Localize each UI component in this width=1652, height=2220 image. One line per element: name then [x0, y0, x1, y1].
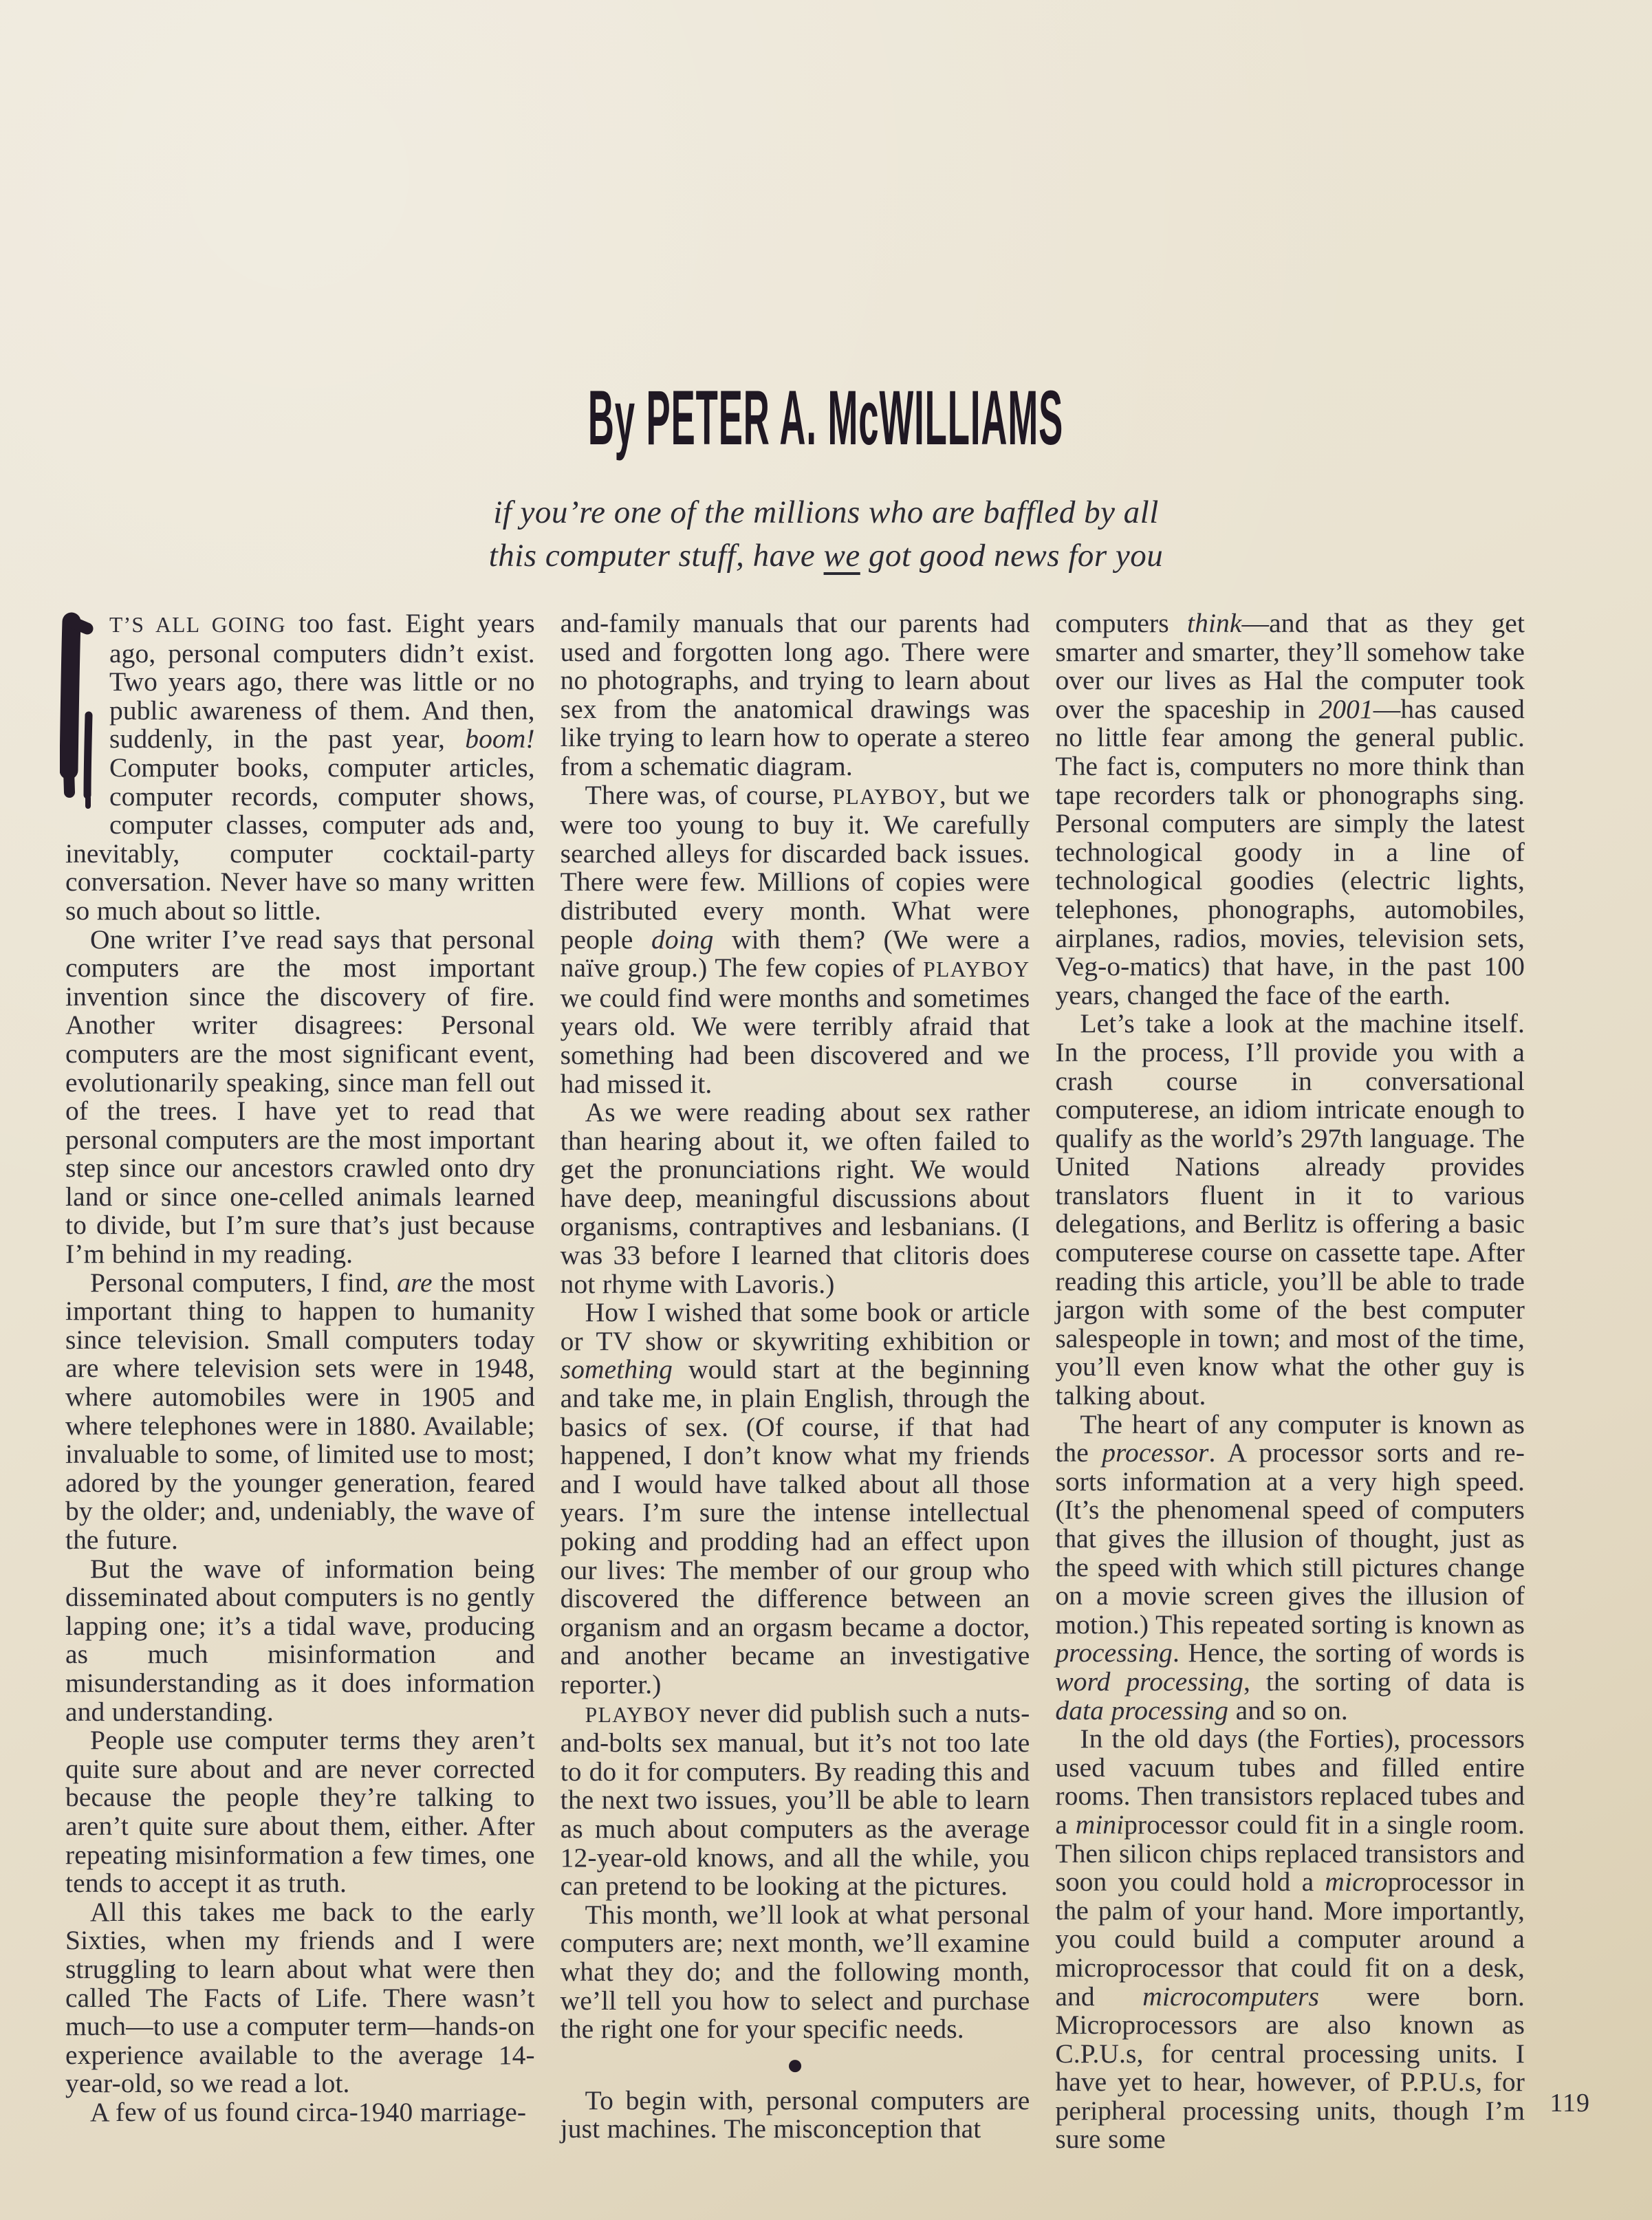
italic-run: are: [397, 1267, 433, 1298]
text-run: Personal computers, I find,: [90, 1267, 398, 1298]
small-caps-run: PLAYBOY: [585, 1702, 692, 1727]
text-run: . A processor sorts and re-sorts information at a very high speed. (It’s the phenomenal speed of computers that gives the illusion of thought, just as the speed with which still pictures change on a movie screen gives the illusion of motion.) This repeated sorting is known as: [1055, 1437, 1525, 1640]
text-run: In the old days (the Forties), processors used vacuum tubes and filled entire rooms. Then transistors replaced tubes and a: [1055, 1723, 1525, 1840]
italic-run: think: [1187, 608, 1242, 638]
text-run: —and that as they get smarter and smarter, they’ll somehow take over our lives as Hal the computer took over the spaceship in: [1055, 608, 1525, 724]
paragraph: [65, 1269, 535, 1555]
italic-run: word processing: [1055, 1666, 1244, 1697]
article-column-2: [561, 609, 1030, 2154]
subtitle-line2: [0, 534, 1652, 578]
italic-run: 2001: [1318, 693, 1373, 724]
text-run: were born. Microprocessors are also known as C.P.U.s, for central processing units. I have yet to hear, however, of P.P.U.s, for peripheral processing units, though I’m sure some: [1055, 1981, 1525, 2155]
paragraph: [561, 1699, 1030, 1901]
text-run: This month, we’ll look at what personal computers are; next month, we’ll examine what they do; and the following month, we’ll tell you how to select and purchase the right one for your specific needs.: [560, 1899, 1030, 2045]
paragraph: [65, 1555, 535, 1727]
text-run: Let’s take a look at the machine itself. In the process, I’ll provide you with a crash course in conversational computerese, an idiom intricate enough to qualify as the world’s 297th language. The United Nations already provides translators fluent in it to various delegations, and Berlitz is offering a basic computerese course on cassette tape. After reading this article, you’ll be able to trade jargon with some of the best computer salespeople in town; and most of the time, you’ll even know what the other guy is talking about.: [1055, 1008, 1525, 1411]
paragraph: [1055, 1725, 1525, 2154]
paragraph: [65, 2098, 535, 2127]
text-run: processor could fit in a single room. Then silicon chips replaced transistors and soon you could hold a: [1055, 1809, 1525, 1897]
text-run: A few of us found circa-1940 marriage-: [90, 2096, 527, 2127]
italic-run: processor: [1102, 1437, 1209, 1468]
article-column-3: [1055, 609, 1525, 2154]
paragraph: [1055, 609, 1525, 1010]
paragraph: [1055, 1408, 1525, 1726]
subtitle-line2-post: got good news for you: [860, 538, 1164, 574]
text-run: The heart of any computer is known as the: [1055, 1408, 1525, 1468]
article-column-1: [65, 609, 535, 2154]
article-header: [0, 0, 1652, 578]
byline-text: By PETER A. McWILLIAMS: [588, 375, 1064, 461]
page-number: 119: [1550, 2089, 1590, 2118]
small-caps-run: PLAYBOY: [832, 784, 939, 809]
small-caps-run: PLAYBOY: [923, 957, 1030, 982]
italic-run: something: [560, 1354, 673, 1385]
italic-run: processing: [1055, 1637, 1173, 1668]
text-run: processor in the palm of your hand. More importantly, you could build a computer around a microprocessor that could fit on a desk, and: [1055, 1867, 1525, 2012]
text-run: , the sorting of data is: [1243, 1666, 1525, 1697]
paragraph: [561, 1298, 1030, 1699]
subtitle-line1: if you’re one of the millions who are baffled by all: [493, 494, 1159, 530]
italic-run: data processing: [1055, 1695, 1229, 1726]
paragraph: [1055, 1010, 1525, 1410]
bullet-separator-icon: ●: [786, 2049, 804, 2081]
text-run: To begin with, personal computers are just machines. The misconception that: [560, 2085, 1030, 2144]
text-run: But the wave of information being disseminated about computers is no gently lapping one; it’s a tidal wave, producing as much misinformation and misunderstanding as it does information and understanding.: [65, 1553, 535, 1727]
text-run: computers: [1055, 608, 1188, 638]
italic-run: boom!: [465, 723, 535, 754]
subtitle: [0, 491, 1652, 578]
text-run: One writer I’ve read says that personal computers are the most important invention since the discovery of fire. Another writer disagrees: Personal computers are the most significant event, evolutionarily speaking, since man fell out of the trees. I have yet to read that personal computers are the most important step since our ancestors crawled onto dry land or since one-celled animals learned to divide, but I’m sure that’s just because I’m behind in my reading.: [65, 924, 535, 1270]
paragraph: [561, 609, 1030, 781]
text-run: would start at the beginning and take me, in plain English, through the basics of sex. (Of course, if that had happened, I don’t know what my friends and I would have talked about all those years. I’m sure the intense intellectual poking and prodding had an effect upon our lives: The member of our group who discovered the difference between an organism and an orgasm became a doctor, and another became an investigative reporter.): [560, 1354, 1030, 1699]
text-run: How I wished that some book or article or TV show or skywriting exhibition or: [560, 1297, 1030, 1356]
paragraph: [65, 926, 535, 1269]
italic-run: mini: [1075, 1809, 1124, 1840]
subtitle-line2-pre: this computer stuff, have: [488, 538, 824, 574]
text-run: People use computer terms they aren’t quite sure about and are never corrected because the people they’re talking to aren’t quite sure about them, either. After repeating misinformation a few times, one tends to accept it as truth.: [65, 1725, 535, 1899]
text-run: with them? (We were a naïve group.) The few copies of: [560, 924, 1030, 983]
text-run: All this takes me back to the early Sixties, when my friends and I were struggling to learn about what were then called The Facts of Life. There wasn’t much—to use a computer term—hands-on experience available to the average 14-year-old, so we read a lot.: [65, 1896, 535, 2099]
subtitle-emphasis-we: we: [823, 538, 860, 574]
byline: [0, 375, 1652, 461]
drop-cap-i-icon: [60, 612, 100, 818]
text-run: There was, of course,: [585, 779, 833, 810]
paragraph: [561, 1901, 1030, 2044]
text-run: and-family manuals that our parents had used and forgotten long ago. There were no photographs, and trying to learn about sex from the anatomical drawings was like trying to learn how to operate a stereo from a schematic diagram.: [560, 608, 1030, 781]
text-run: never did publish such a nuts-and-bolts sex manual, but it’s not too late to do it for computers. By reading this and the next two issues, you’ll be able to learn as much about computers as the average 12-year-old knows, and all the while, you can pretend to be looking at the pictures.: [560, 1697, 1030, 1902]
paragraph: [65, 1726, 535, 1898]
small-caps-run: T’S ALL GOING: [109, 613, 286, 637]
paragraph: [65, 1898, 535, 2098]
paragraph: [561, 781, 1030, 1099]
text-run: the most important thing to happen to humanity since television. Small computers today are where television sets were in 1948, where automobiles were in 1905 and where telephones were in 1880. Available; invaluable to some, of limited use to most; adored by the younger generation, feared by the older; and, undeniably, the wave of the future.: [65, 1267, 535, 1555]
paragraph: [65, 609, 535, 926]
paragraph: [561, 2087, 1030, 2144]
italic-run: micro: [1325, 1867, 1388, 1897]
article-columns: [0, 609, 1652, 2154]
text-run: Computer books, computer articles, computer records, computer shows, computer classes, computer ads and, inevitably, computer cocktail-party conversation. Never have so many written so much about so little.: [65, 752, 535, 926]
italic-run: doing: [651, 924, 714, 955]
text-run: we could find were months and sometimes years old. We were terribly afraid that something had been discovered and we had missed it.: [560, 982, 1030, 1099]
italic-run: microcomputers: [1142, 1981, 1319, 2012]
text-run: too fast. Eight years ago, personal computers didn’t exist. Two years ago, there was little or no public awareness of them. And then, suddenly, in the past year,: [109, 608, 535, 754]
text-run: and so on.: [1228, 1695, 1348, 1726]
text-run: —has caused no little fear among the general public. The fact is, computers no more think than tape recorders talk or phonographs sing. Personal computers are simply the latest technological goody in a line of technological goodies (electric lights, telephones, phonographs, automobiles, airplanes, radios, movies, television sets, Veg-o-matics) that have, in the past 100 years, changed the face of the earth.: [1055, 693, 1525, 1010]
text-run: As we were reading about sex rather than hearing about it, we often failed to get the pronunciations right. We would have deep, meaningful discussions about organisms, contraptives and lesbanians. (I was 33 before I learned that clitoris does not rhyme with Lavoris.): [560, 1097, 1030, 1299]
text-run: . Hence, the sorting of words is: [1173, 1637, 1525, 1668]
text-run: , but we were too young to buy it. We carefully searched alleys for discarded back issues. There were few. Millions of copies were distributed every month. What were people: [560, 779, 1030, 955]
paragraph: [561, 1098, 1030, 1298]
